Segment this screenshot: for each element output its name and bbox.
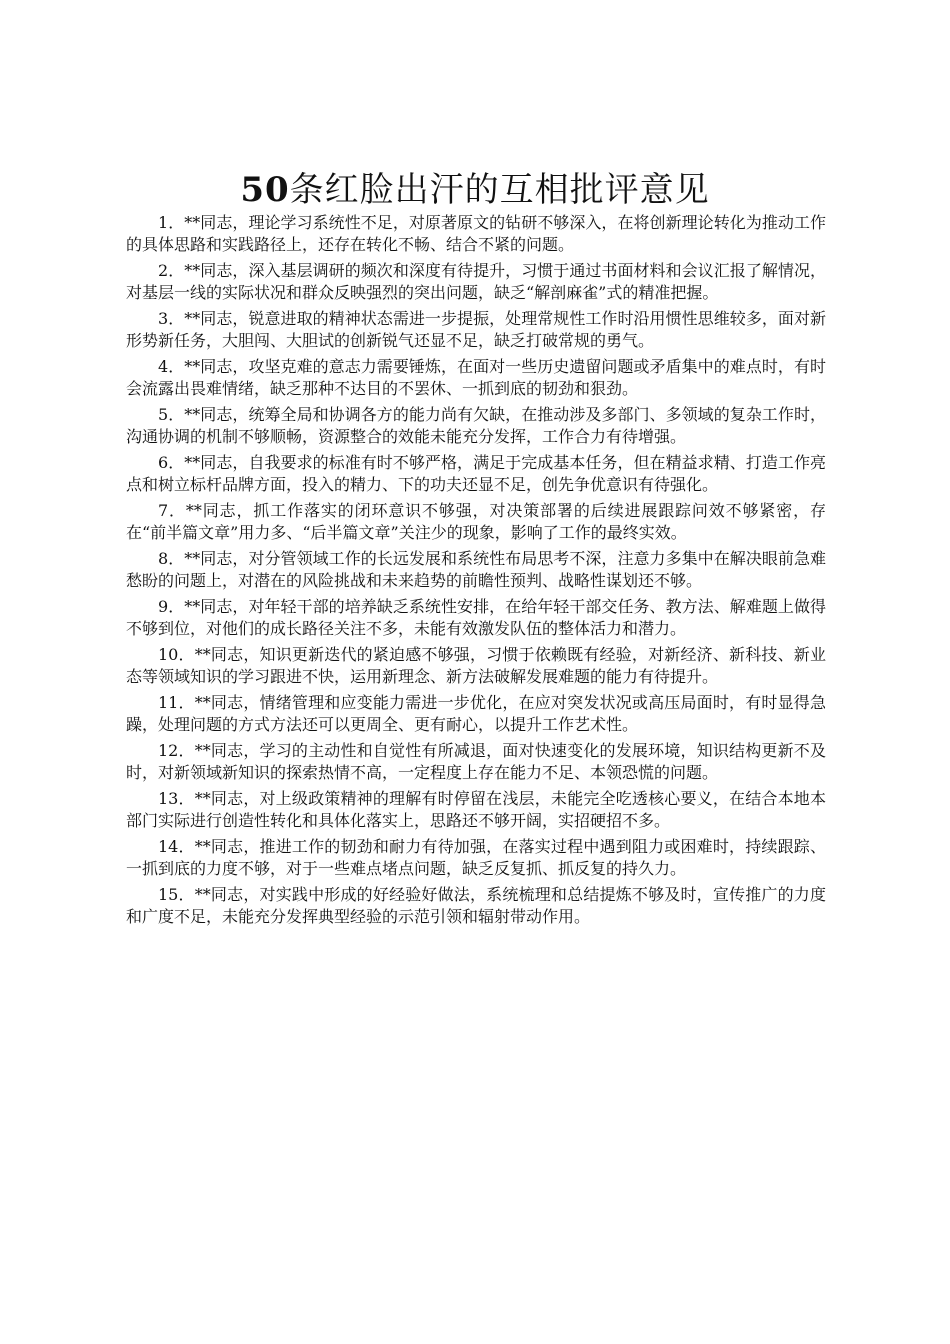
paragraph-4: 4．**同志，攻坚克难的意志力需要锤炼，在面对一些历史遗留问题或矛盾集中的难点时，有时会流露出畏难情绪，缺乏那种不达目的不罢休、一抓到底的韧劲和狠劲。 — [126, 357, 826, 398]
title-number: 50 — [240, 170, 290, 210]
document-body — [126, 212, 826, 932]
paragraph-10: 10．**同志，知识更新迭代的紧迫感不够强，习惯于依赖既有经验，对新经济、新科技、新业态等领域知识的学习跟进不快，运用新理念、新方法破解发展难题的能力有待提升。 — [126, 645, 826, 686]
paragraph-6: 6．**同志，自我要求的标准有时不够严格，满足于完成基本任务，但在精益求精、打造工作亮点和树立标杆品牌方面，投入的精力、下的功夫还显不足，创先争优意识有待强化。 — [126, 453, 826, 494]
paragraph-12: 12．**同志，学习的主动性和自觉性有所减退，面对快速变化的发展环境，知识结构更新不及时，对新领域新知识的探索热情不高，一定程度上存在能力不足、本领恐慌的问题。 — [126, 741, 826, 782]
paragraph-8: 8．**同志，对分管领域工作的长远发展和系统性布局思考不深，注意力多集中在解决眼前急难愁盼的问题上，对潜在的风险挑战和未来趋势的前瞻性预判、战略性谋划还不够。 — [126, 549, 826, 590]
paragraph-7: 7．**同志，抓工作落实的闭环意识不够强，对决策部署的后续进展跟踪问效不够紧密，存在“前半篇文章”用力多、“后半篇文章”关注少的现象，影响了工作的最终实效。 — [126, 501, 826, 542]
paragraph-2: 2．**同志，深入基层调研的频次和深度有待提升，习惯于通过书面材料和会议汇报了解情况，对基层一线的实际状况和群众反映强烈的突出问题，缺乏“解剖麻雀”式的精准把握。 — [126, 261, 826, 302]
paragraph-15: 15．**同志，对实践中形成的好经验好做法，系统梳理和总结提炼不够及时，宣传推广的力度和广度不足，未能充分发挥典型经验的示范引领和辐射带动作用。 — [126, 885, 826, 926]
paragraph-5: 5．**同志，统筹全局和协调各方的能力尚有欠缺，在推动涉及多部门、多领域的复杂工作时，沟通协调的机制不够顺畅，资源整合的效能未能充分发挥，工作合力有待增强。 — [126, 405, 826, 446]
paragraph-14: 14．**同志，推进工作的韧劲和耐力有待加强，在落实过程中遇到阻力或困难时，持续跟踪、一抓到底的力度不够，对于一些难点堵点问题，缺乏反复抓、抓反复的持久力。 — [126, 837, 826, 878]
paragraph-3: 3．**同志，锐意进取的精神状态需进一步提振，处理常规性工作时沿用惯性思维较多，面对新形势新任务，大胆闯、大胆试的创新锐气还显不足，缺乏打破常规的勇气。 — [126, 309, 826, 350]
paragraph-11: 11．**同志，情绪管理和应变能力需进一步优化，在应对突发状况或高压局面时，有时显得急躁，处理问题的方式方法还可以更周全、更有耐心，以提升工作艺术性。 — [126, 693, 826, 734]
paragraph-13: 13．**同志，对上级政策精神的理解有时停留在浅层，未能完全吃透核心要义，在结合本地本部门实际进行创造性转化和具体化落实上，思路还不够开阔，实招硬招不多。 — [126, 789, 826, 830]
paragraph-1: 1．**同志，理论学习系统性不足，对原著原文的钻研不够深入，在将创新理论转化为推动工作的具体思路和实践路径上，还存在转化不畅、结合不紧的问题。 — [126, 213, 826, 254]
document-title — [0, 166, 950, 214]
paragraph-9: 9．**同志，对年轻干部的培养缺乏系统性安排，在给年轻干部交任务、教方法、解难题上做得不够到位，对他们的成长路径关注不多，未能有效激发队伍的整体活力和潜力。 — [126, 597, 826, 638]
title-text: 条红脸出汗的互相批评意见 — [289, 170, 710, 210]
